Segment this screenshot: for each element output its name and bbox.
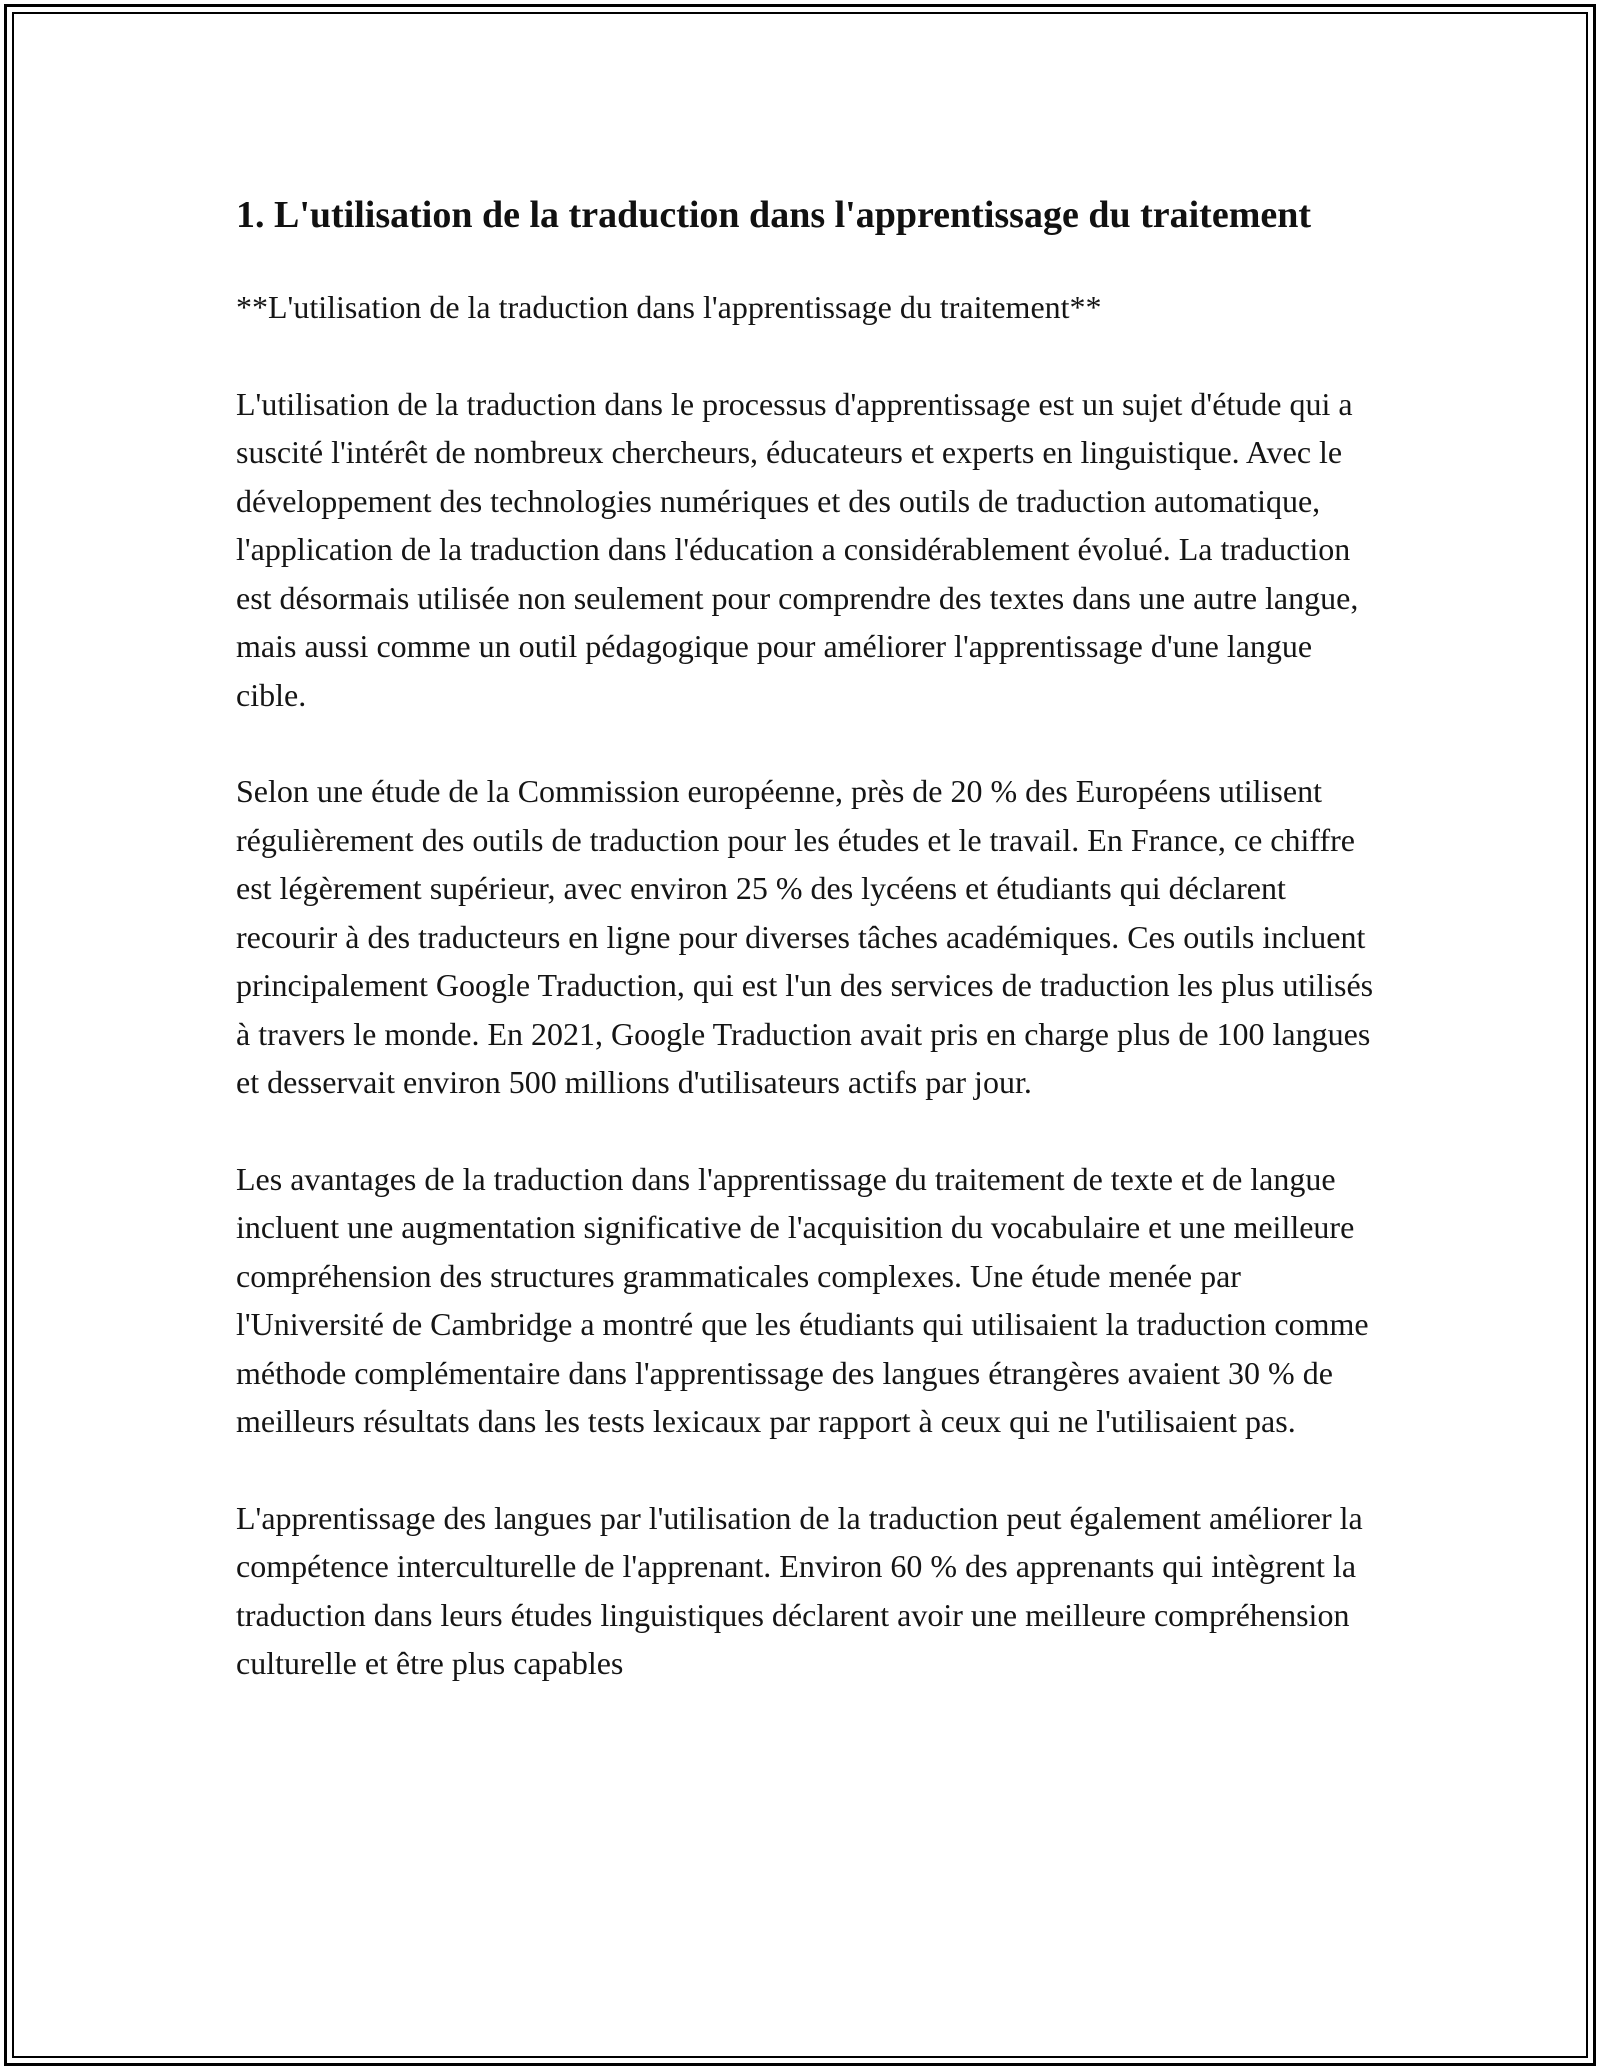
paragraph-advantages: Les avantages de la traduction dans l'apprentissage du traitement de texte et de langue incluent une augmentation significative de l'acquisition du vocabulaire et une meilleure compréhension des structures grammaticales complexes. Une étude menée par l'Université de Cambridge a montré que les étudiants qui utilisaient la traduction comme méthode complémentaire dans l'apprentissage des langues étrangères avaient 30 % de meilleurs résultats dans les tests lexicaux par rapport à ceux qui ne l'utilisaient pas. (236, 1160, 1377, 1439)
paragraph-intercultural: L'apprentissage des langues par l'utilisation de la traduction peut également améliorer la compétence interculturelle de l'apprenant. Environ 60 % des apprenants qui intègrent la traduction dans leurs études linguistiques déclarent avoir une meilleure compréhension culturelle et être plus capables (236, 1499, 1371, 1681)
section-heading: 1. L'utilisation de la traduction dans l'apprentissage du traitement (236, 194, 1312, 236)
document-body (236, 188, 1382, 1688)
paragraph-statistics: Selon une étude de la Commission européenne, près de 20 % des Européens utilisent régulièrement des outils de traduction pour les études et le travail. En France, ce chiffre est légèrement supérieur, avec environ 25 % des lycéens et étudiants qui déclarent recourir à des traducteurs en ligne pour diverses tâches académiques. Ces outils incluent principalement Google Traduction, qui est l'un des services de traduction les plus utilisés à travers le monde. En 2021, Google Traduction avait pris en charge plus de 100 langues et desservait environ 500 millions d'utilisateurs actifs par jour. (236, 773, 1382, 1100)
subheading-paragraph: **L'utilisation de la traduction dans l'apprentissage du traitement** (236, 289, 1102, 325)
paragraph-intro: L'utilisation de la traduction dans le processus d'apprentissage est un sujet d'étude qui a suscité l'intérêt de nombreux chercheurs, éducateurs et experts en linguistique. Avec le développement des technologies numériques et des outils de traduction automatique, l'application de la traduction dans l'éducation a considérablement évolué. La traduction est désormais utilisée non seulement pour comprendre des textes dans une autre langue, mais aussi comme un outil pédagogique pour améliorer l'apprentissage d'une langue cible. (236, 385, 1367, 713)
